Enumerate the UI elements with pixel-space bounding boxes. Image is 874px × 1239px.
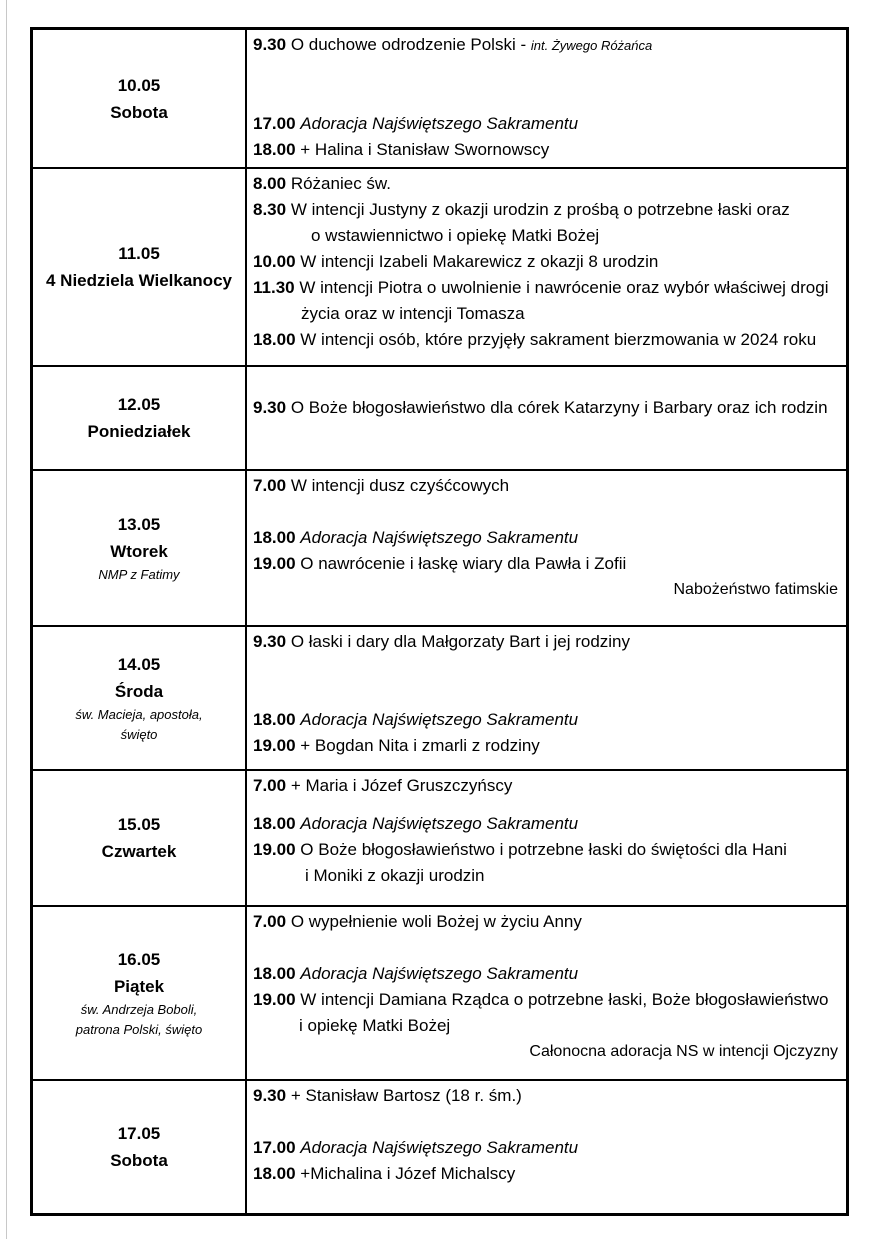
- mass-cell: [246, 29, 848, 169]
- mass-cell: [246, 470, 848, 626]
- mass-intention: O Boże błogosławieństwo i potrzebne łaski do świętości dla Hani: [300, 840, 787, 859]
- mass-intention: + Maria i Józef Gruszczyńscy: [290, 776, 513, 795]
- mass-entry-continuation: i opiekę Matki Bożej: [299, 1016, 451, 1035]
- mass-entry: [253, 473, 838, 499]
- day-cell: [32, 470, 247, 626]
- day-date: 13.05: [117, 515, 161, 534]
- day-date: 11.05: [118, 244, 160, 263]
- mass-intention: Adoracja Najświętszego Sakramentu: [300, 1138, 579, 1157]
- day-name: 4 Niedziela Wielkanocy: [46, 271, 232, 290]
- mass-time: 18.00: [253, 814, 296, 833]
- mass-intention: O wypełnienie woli Bożej w życiu Anny: [290, 912, 582, 931]
- mass-entry: [253, 171, 838, 197]
- mass-intention: Adoracja Najświętszego Sakramentu: [300, 710, 579, 729]
- mass-intention: Adoracja Najświętszego Sakramentu: [300, 114, 579, 133]
- mass-time: 18.00: [253, 1164, 296, 1183]
- mass-entry-continuation: życia oraz w intencji Tomasza: [301, 304, 525, 323]
- mass-time: 18.00: [253, 528, 296, 547]
- mass-time: 8.30: [253, 200, 287, 219]
- day-name: Wtorek: [110, 542, 168, 561]
- day-name: Poniedziałek: [87, 422, 191, 441]
- mass-intention: Różaniec św.: [290, 174, 391, 193]
- mass-entry: [253, 733, 838, 759]
- mass-entry: [253, 811, 838, 837]
- mass-entry: [253, 909, 838, 935]
- mass-entry: [253, 1161, 838, 1187]
- day-name: Piątek: [113, 977, 165, 996]
- schedule-row-14-05: [32, 626, 848, 770]
- mass-intention: W intencji osób, które przyjęły sakrament bierzmowania w 2024 roku: [300, 330, 817, 349]
- mass-entry: [253, 32, 838, 59]
- mass-entry: [253, 1135, 838, 1161]
- mass-time: 7.00: [253, 912, 287, 931]
- mass-entry-continuation: o wstawiennictwo i opiekę Matki Bożej: [311, 226, 600, 245]
- day-cell: [32, 770, 247, 906]
- mass-time: 19.00: [253, 990, 296, 1009]
- mass-entry: [253, 1083, 838, 1109]
- mass-intention: + Halina i Stanisław Swornowscy: [300, 140, 550, 159]
- mass-time: 19.00: [253, 840, 296, 859]
- schedule-row-13-05: [32, 470, 848, 626]
- day-liturgical-note: św. Macieja, apostoła,: [75, 707, 203, 722]
- mass-entry: [253, 395, 838, 421]
- mass-time: 9.30: [253, 398, 287, 417]
- mass-cell: [246, 770, 848, 906]
- mass-time: 9.30: [253, 632, 287, 651]
- mass-cell: [246, 906, 848, 1080]
- mass-time: 9.30: [253, 1086, 287, 1105]
- mass-entry: [253, 249, 838, 275]
- day-cell: [32, 29, 247, 169]
- mass-time: 7.00: [253, 476, 287, 495]
- mass-schedule-table: [30, 27, 849, 1216]
- schedule-row-11-05: [32, 168, 848, 366]
- mass-entry: [253, 773, 838, 799]
- day-liturgical-note: NMP z Fatimy: [98, 567, 180, 582]
- mass-time: 18.00: [253, 140, 296, 159]
- day-date: 10.05: [117, 75, 161, 95]
- day-name: Czwartek: [101, 842, 177, 861]
- mass-cell: [246, 168, 848, 366]
- day-liturgical-note: św. Andrzeja Boboli,: [80, 1002, 198, 1017]
- schedule-row-10-05: [32, 29, 848, 169]
- page-edge-divider: [6, 0, 7, 1239]
- mass-intention: O Boże błogosławieństwo dla córek Katarzyny i Barbary oraz ich rodzin: [290, 398, 828, 417]
- mass-entry: [253, 525, 838, 551]
- service-note: Całonocna adoracja NS w intencji Ojczyzny: [529, 1043, 838, 1060]
- mass-intention: W intencji dusz czyśćcowych: [290, 476, 510, 495]
- service-note: Nabożeństwo fatimskie: [673, 581, 838, 598]
- day-cell: [32, 366, 247, 470]
- mass-time: 18.00: [253, 710, 296, 729]
- mass-entry: [253, 961, 838, 987]
- schedule-row-15-05: [32, 770, 848, 906]
- mass-time: 19.00: [253, 554, 296, 573]
- mass-entry: [253, 629, 838, 655]
- mass-time: 7.00: [253, 776, 287, 795]
- day-date: 16.05: [117, 950, 161, 969]
- day-cell: [32, 626, 247, 770]
- day-liturgical-note: święto: [120, 727, 158, 742]
- mass-time: 9.30: [253, 35, 287, 54]
- mass-entry: [253, 137, 838, 163]
- mass-intention: W intencji Izabeli Makarewicz z okazji 8 urodzin: [300, 252, 659, 271]
- day-date: 15.05: [117, 815, 161, 834]
- mass-intention: W intencji Justyny z okazji urodzin z prośbą o potrzebne łaski oraz: [290, 200, 790, 219]
- schedule-row-17-05: [32, 1080, 848, 1214]
- mass-time: 8.00: [253, 174, 287, 193]
- mass-intention: O łaski i dary dla Małgorzaty Bart i jej rodziny: [290, 632, 631, 651]
- day-cell: [32, 1080, 247, 1214]
- schedule-row-12-05: [32, 366, 848, 470]
- mass-entry: [253, 551, 838, 577]
- mass-time: 18.00: [253, 964, 296, 983]
- mass-time: 19.00: [253, 736, 296, 755]
- mass-time: 17.00: [253, 114, 296, 133]
- mass-intention-note: int. Żywego Różańca: [530, 38, 653, 53]
- day-date: 12.05: [117, 395, 161, 414]
- day-date: 17.05: [117, 1123, 161, 1143]
- day-name: Sobota: [110, 1150, 168, 1170]
- mass-cell: [246, 366, 848, 470]
- mass-time: 10.00: [253, 252, 296, 271]
- day-name: Środa: [114, 682, 164, 701]
- schedule-row-16-05: [32, 906, 848, 1080]
- day-cell: [32, 168, 247, 366]
- mass-entry: [253, 707, 838, 733]
- mass-intention: Adoracja Najświętszego Sakramentu: [300, 814, 579, 833]
- mass-entry: [253, 837, 838, 863]
- mass-entry: [253, 327, 838, 353]
- mass-entry-continuation: i Moniki z okazji urodzin: [305, 866, 485, 885]
- mass-time: 17.00: [253, 1138, 296, 1157]
- mass-intention: O duchowe odrodzenie Polski -: [290, 35, 531, 54]
- mass-intention: Adoracja Najświętszego Sakramentu: [300, 528, 579, 547]
- mass-entry: [253, 987, 838, 1013]
- mass-intention: +Michalina i Józef Michalscy: [300, 1164, 516, 1183]
- day-date: 14.05: [117, 655, 161, 674]
- day-name: Sobota: [110, 102, 168, 122]
- mass-intention: Adoracja Najświętszego Sakramentu: [300, 964, 579, 983]
- mass-intention: W intencji Piotra o uwolnienie i nawrócenie oraz wybór właściwej drogi: [299, 278, 829, 297]
- mass-intention: + Stanisław Bartosz (18 r. śm.): [290, 1086, 522, 1105]
- mass-cell: [246, 626, 848, 770]
- mass-entry: [253, 275, 838, 301]
- mass-entry: [253, 111, 838, 137]
- mass-entry: [253, 197, 838, 223]
- mass-cell: [246, 1080, 848, 1214]
- day-cell: [32, 906, 247, 1080]
- mass-time: 11.30: [253, 278, 295, 297]
- mass-intention: O nawrócenie i łaskę wiary dla Pawła i Zofii: [300, 554, 627, 573]
- mass-intention: + Bogdan Nita i zmarli z rodziny: [300, 736, 540, 755]
- mass-intention: W intencji Damiana Rządca o potrzebne łaski, Boże błogosławieństwo: [300, 990, 829, 1009]
- mass-time: 18.00: [253, 330, 296, 349]
- day-liturgical-note: patrona Polski, święto: [75, 1022, 203, 1037]
